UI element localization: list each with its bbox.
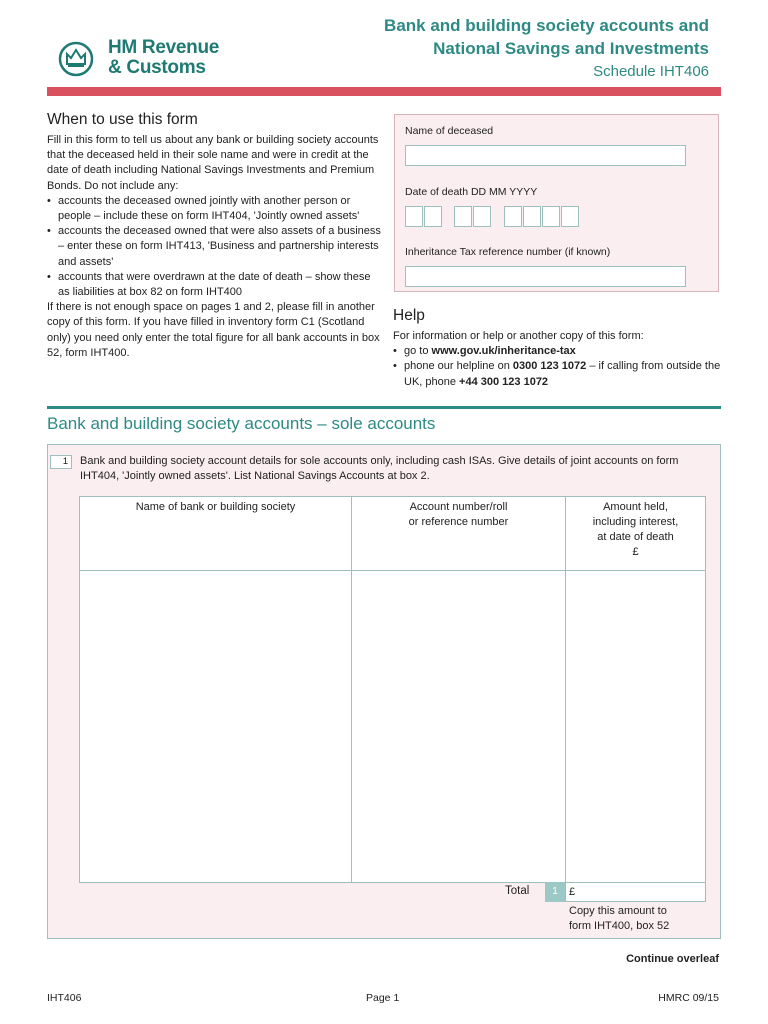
col2-line: Account number/roll [409, 501, 508, 513]
col3-line: £ [632, 546, 639, 558]
continue-overleaf: Continue overleaf [626, 953, 719, 965]
help-bullet-web [393, 344, 723, 359]
deceased-details-box [394, 114, 719, 292]
col-header-amount [566, 500, 705, 560]
total-input[interactable]: £ [565, 882, 706, 902]
date-year-cell[interactable] [561, 206, 579, 227]
header-rule [80, 570, 705, 571]
footer-version: HMRC 09/15 [658, 992, 719, 1004]
total-box-number: 1 [545, 882, 565, 902]
account-number-area[interactable] [353, 572, 564, 882]
when-intro: Fill in this form to tell us about any bank or building society accounts that the deceased held in their sole name and were in credit at the date of death including National Savings Investments and Premium Bonds. Do not include any: [47, 134, 379, 192]
col3-line: at date of death [597, 531, 674, 543]
help-bullet-phone [393, 359, 723, 389]
ref-input[interactable] [405, 266, 686, 287]
schedule-label: Schedule IHT406 [593, 63, 709, 80]
col-header-account [352, 500, 565, 530]
sole-accounts-box [47, 444, 721, 939]
col-header-bank: Name of bank or building society [135, 501, 296, 513]
help-phone-prefix: phone our helpline on [404, 360, 513, 373]
name-input[interactable] [405, 145, 686, 166]
total-label: Total [505, 885, 530, 897]
date-year-cell[interactable] [504, 206, 522, 227]
date-day-cell[interactable] [405, 206, 423, 227]
bank-name-area[interactable] [81, 572, 350, 882]
when-outro: If there is not enough space on pages 1 and 2, please fill in another copy of this form. If you have filled in inventory form C1 (Scotland only) you need only enter the total figure for all bank accounts in box 52, form IHT400. [47, 301, 380, 359]
header-divider [47, 87, 721, 96]
date-day-cell[interactable] [424, 206, 442, 227]
when-bullet: • accounts the deceased owned jointly with another person or people – include these on form IHT404, 'Jointly owned assets' [47, 194, 382, 224]
section-heading: Bank and building society accounts – sole accounts [47, 414, 436, 433]
help-intro: For information or help or another copy of this form: [393, 330, 644, 342]
logo-line1: HM Revenue [108, 37, 220, 58]
col2-line: or reference number [408, 516, 509, 528]
help-text [393, 329, 723, 390]
crown-crest-icon [58, 38, 106, 80]
date-month-cell[interactable] [473, 206, 491, 227]
date-year-cell[interactable] [542, 206, 560, 227]
when-heading: When to use this form [47, 111, 198, 128]
amount-area[interactable] [567, 572, 705, 882]
ref-label: Inheritance Tax reference number (if known) [405, 246, 611, 258]
hmrc-logo-text [108, 38, 219, 78]
copy-note [569, 904, 669, 934]
when-text [47, 133, 382, 361]
title-line2: National Savings and Investments [433, 39, 709, 58]
copy-note-line: form IHT400, box 52 [569, 920, 670, 932]
column-divider [351, 497, 352, 882]
when-bullets [47, 194, 382, 300]
logo-line2: & Customs [108, 57, 206, 78]
form-title [384, 14, 709, 83]
help-url-link[interactable]: www.gov.uk/inheritance-tax [431, 345, 576, 358]
when-bullet: • accounts that were overdrawn at the date of death – show these as liabilities at box 82 on form IHT400 [47, 270, 382, 300]
box-instruction: Bank and building society account details for sole accounts only, including cash ISAs. Give details of joint accounts on form IHT404, 'Jointly owned assets'. List National Savings Accounts at box 2. [80, 455, 679, 482]
helpline-intl-number: +44 300 123 1072 [459, 375, 549, 388]
col3-line: Amount held, [603, 501, 668, 513]
accounts-table [79, 496, 706, 883]
box-number: 1 [50, 455, 72, 469]
help-heading: Help [393, 307, 425, 324]
footer-form-code: IHT406 [47, 992, 82, 1004]
date-month-cell[interactable] [454, 206, 472, 227]
footer-page-number: Page 1 [366, 992, 400, 1004]
help-phone-mid: – if calling from outside the UK, phone [404, 360, 721, 388]
col3-line: including interest, [592, 516, 679, 528]
copy-note-line: Copy this amount to [569, 905, 667, 917]
name-label: Name of deceased [405, 125, 494, 137]
help-go-to: go to [404, 345, 432, 358]
section-divider [47, 406, 721, 409]
helpline-number: 0300 123 1072 [512, 360, 587, 373]
date-label: Date of death DD MM YYYY [405, 186, 538, 198]
date-year-cell[interactable] [523, 206, 541, 227]
title-line1: Bank and building society accounts and [384, 16, 709, 35]
help-bullets [393, 344, 723, 390]
when-bullet: • accounts the deceased owned that were also assets of a business – enter these on form IHT413, 'Business and partnership interests and assets' [47, 224, 382, 270]
